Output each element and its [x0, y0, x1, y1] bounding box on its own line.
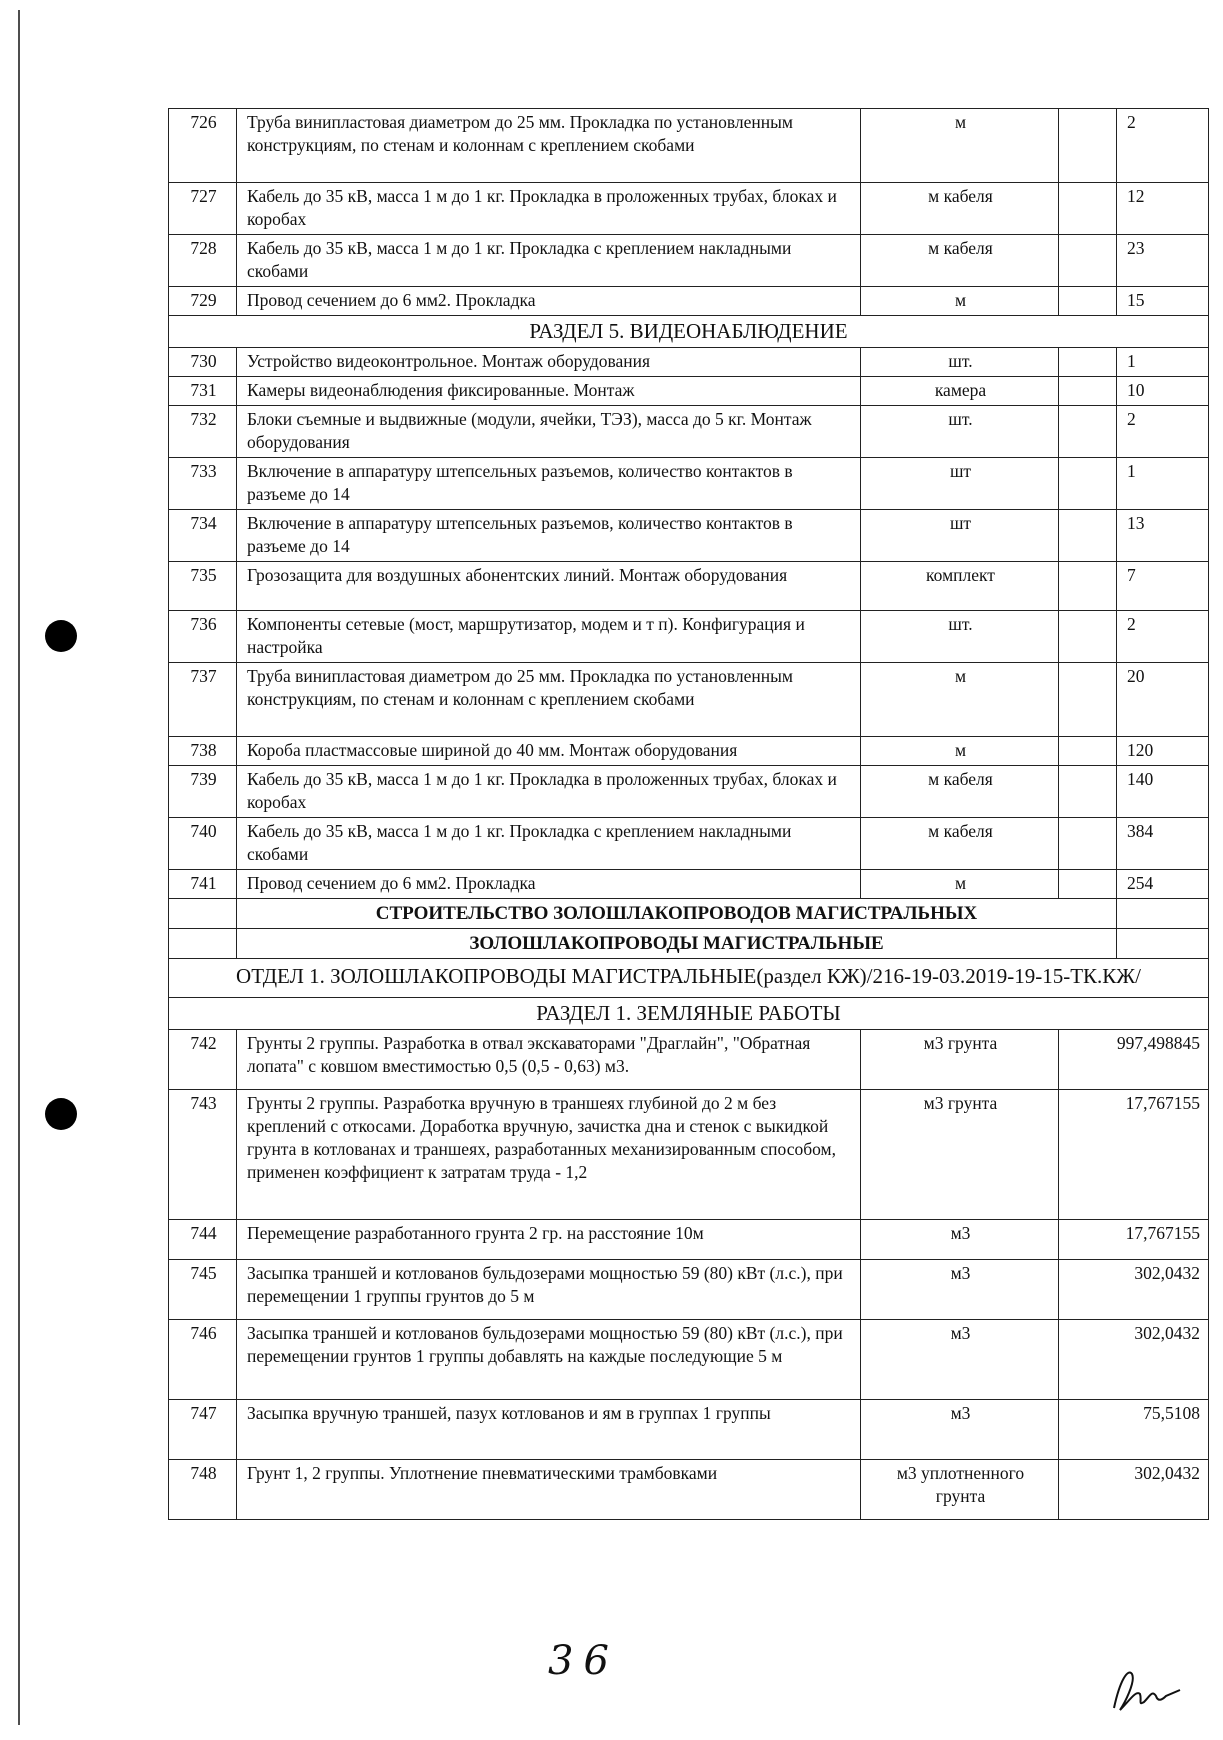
- row-number: 744: [169, 1220, 237, 1260]
- table-row: [169, 510, 1209, 562]
- row-unit: м кабеля: [861, 235, 1059, 287]
- row-unit: м3 грунта: [861, 1090, 1059, 1220]
- table-row: [169, 377, 1209, 406]
- row-spacer: [1059, 183, 1117, 235]
- row-description: Грунты 2 группы. Разработка в отвал экскаваторами "Драглайн", "Обратная лопата" с ковшом вместимостью 0,5 (0,5 - 0,63) м3.: [237, 1030, 861, 1090]
- heading-row: [169, 929, 1209, 959]
- table-row: [169, 183, 1209, 235]
- row-description: Включение в аппаратуру штепсельных разъемов, количество контактов в разъеме до 14: [237, 458, 861, 510]
- punch-hole-mark: [45, 620, 77, 652]
- row-description: Кабель до 35 кВ, масса 1 м до 1 кг. Прокладка с креплением накладными скобами: [237, 818, 861, 870]
- row-quantity: 302,0432: [1059, 1460, 1209, 1520]
- table-row: [169, 870, 1209, 899]
- row-number: 727: [169, 183, 237, 235]
- row-quantity: 15: [1117, 287, 1209, 316]
- row-unit: м: [861, 737, 1059, 766]
- row-quantity: 13: [1117, 510, 1209, 562]
- table-body-part2: [169, 348, 1209, 899]
- row-quantity: 120: [1117, 737, 1209, 766]
- row-unit: м кабеля: [861, 818, 1059, 870]
- department-title: ОТДЕЛ 1. ЗОЛОШЛАКОПРОВОДЫ МАГИСТРАЛЬНЫЕ(раздел КЖ)/216-19-03.2019-19-15-ТК.КЖ/: [169, 959, 1209, 998]
- row-number: 733: [169, 458, 237, 510]
- row-description: Кабель до 35 кВ, масса 1 м до 1 кг. Прокладка с креплением накладными скобами: [237, 235, 861, 287]
- row-spacer: [1059, 458, 1117, 510]
- row-description: Засыпка вручную траншей, пазух котлованов и ям в группах 1 группы: [237, 1400, 861, 1460]
- punch-hole-mark: [45, 1098, 77, 1130]
- row-description: Труба винипластовая диаметром до 25 мм. Прокладка по установленным конструкциям, по стенам и колоннам с креплением скобами: [237, 109, 861, 183]
- row-number: 730: [169, 348, 237, 377]
- row-unit: м: [861, 663, 1059, 737]
- row-quantity: 7: [1117, 562, 1209, 611]
- row-description: Устройство видеоконтрольное. Монтаж оборудования: [237, 348, 861, 377]
- row-quantity: 302,0432: [1059, 1320, 1209, 1400]
- table-row: [169, 235, 1209, 287]
- row-number: 741: [169, 870, 237, 899]
- row-number: 736: [169, 611, 237, 663]
- table-row: [169, 737, 1209, 766]
- row-unit: комплект: [861, 562, 1059, 611]
- row-description: Кабель до 35 кВ, масса 1 м до 1 кг. Прокладка в проложенных трубах, блоках и коробах: [237, 766, 861, 818]
- section-title: РАЗДЕЛ 5. ВИДЕОНАБЛЮДЕНИЕ: [169, 316, 1209, 348]
- table-row: [169, 1260, 1209, 1320]
- row-spacer: [1059, 562, 1117, 611]
- row-number: 740: [169, 818, 237, 870]
- row-quantity: 384: [1117, 818, 1209, 870]
- row-description: Грозозащита для воздушных абонентских линий. Монтаж оборудования: [237, 562, 861, 611]
- row-quantity: 302,0432: [1059, 1260, 1209, 1320]
- table-row: [169, 611, 1209, 663]
- row-spacer: [1059, 818, 1117, 870]
- row-spacer: [1059, 870, 1117, 899]
- row-description: Кабель до 35 кВ, масса 1 м до 1 кг. Прокладка в проложенных трубах, блоках и коробах: [237, 183, 861, 235]
- row-spacer: [1059, 737, 1117, 766]
- table-row: [169, 1090, 1209, 1220]
- row-unit: шт.: [861, 348, 1059, 377]
- row-unit: камера: [861, 377, 1059, 406]
- table-row: [169, 1220, 1209, 1260]
- heading-pipelines: ЗОЛОШЛАКОПРОВОДЫ МАГИСТРАЛЬНЫЕ: [237, 929, 1117, 959]
- row-quantity: 1: [1117, 458, 1209, 510]
- row-spacer: [1059, 766, 1117, 818]
- table-row: [169, 348, 1209, 377]
- row-quantity: 2: [1117, 406, 1209, 458]
- row-number: 729: [169, 287, 237, 316]
- section-title: РАЗДЕЛ 1. ЗЕМЛЯНЫЕ РАБОТЫ: [169, 998, 1209, 1030]
- row-unit: шт: [861, 458, 1059, 510]
- table-row: [169, 1400, 1209, 1460]
- row-number: 742: [169, 1030, 237, 1090]
- page-edge-line: [18, 10, 20, 1725]
- table-body-part1: [169, 109, 1209, 316]
- heading-construction: СТРОИТЕЛЬСТВО ЗОЛОШЛАКОПРОВОДОВ МАГИСТРАЛЬНЫХ: [237, 899, 1117, 929]
- row-description: Грунты 2 группы. Разработка вручную в траншеях глубиной до 2 м без креплений с откосами. Доработка вручную, зачистка дна и стенок с выкидкой грунта в котлованах и траншеях, разработанных механизированным способом, применен коэффициент к затратам труда - 1,2: [237, 1090, 861, 1220]
- row-quantity: 2: [1117, 611, 1209, 663]
- handwritten-signature: [1110, 1660, 1190, 1720]
- table-row: [169, 406, 1209, 458]
- table-row: [169, 1320, 1209, 1400]
- table-row: [169, 1030, 1209, 1090]
- row-description: Провод сечением до 6 мм2. Прокладка: [237, 870, 861, 899]
- heading-row: [169, 899, 1209, 929]
- section-header-row: [169, 316, 1209, 348]
- row-number: 726: [169, 109, 237, 183]
- table-row: [169, 766, 1209, 818]
- row-description: Грунт 1, 2 группы. Уплотнение пневматическими трамбовками: [237, 1460, 861, 1520]
- row-number: 746: [169, 1320, 237, 1400]
- table-row: [169, 287, 1209, 316]
- row-number: 728: [169, 235, 237, 287]
- table-body-headings: [169, 899, 1209, 1030]
- department-row: [169, 959, 1209, 998]
- row-description: Перемещение разработанного грунта 2 гр. на расстояние 10м: [237, 1220, 861, 1260]
- row-unit: шт.: [861, 611, 1059, 663]
- table-row: [169, 818, 1209, 870]
- row-number: 747: [169, 1400, 237, 1460]
- row-description: Провод сечением до 6 мм2. Прокладка: [237, 287, 861, 316]
- row-spacer: [1059, 406, 1117, 458]
- row-number: 748: [169, 1460, 237, 1520]
- table-row: [169, 109, 1209, 183]
- row-number: 745: [169, 1260, 237, 1320]
- row-unit: м3: [861, 1220, 1059, 1260]
- row-spacer: [1059, 510, 1117, 562]
- row-unit: м: [861, 109, 1059, 183]
- row-quantity: 254: [1117, 870, 1209, 899]
- table-row: [169, 458, 1209, 510]
- row-quantity: 997,498845: [1059, 1030, 1209, 1090]
- table-row: [169, 562, 1209, 611]
- row-description: Труба винипластовая диаметром до 25 мм. Прокладка по установленным конструкциям, по стенам и колоннам с креплением скобами: [237, 663, 861, 737]
- row-quantity: 10: [1117, 377, 1209, 406]
- row-description: Засыпка траншей и котлованов бульдозерами мощностью 59 (80) кВт (л.с.), при перемещении грунтов 1 группы добавлять на каждые последующие 5 м: [237, 1320, 861, 1400]
- table-body-part3: [169, 1030, 1209, 1520]
- row-spacer: [1059, 287, 1117, 316]
- table-body-section5: [169, 316, 1209, 348]
- table-row: [169, 663, 1209, 737]
- row-number: 738: [169, 737, 237, 766]
- row-description: Камеры видеонаблюдения фиксированные. Монтаж: [237, 377, 861, 406]
- row-unit: м3: [861, 1400, 1059, 1460]
- row-spacer: [1059, 663, 1117, 737]
- row-unit: шт: [861, 510, 1059, 562]
- estimate-table: [168, 108, 1209, 1520]
- row-number: 735: [169, 562, 237, 611]
- row-unit: м3 уплотненного грунта: [861, 1460, 1059, 1520]
- row-spacer: [1059, 611, 1117, 663]
- row-unit: м: [861, 287, 1059, 316]
- row-spacer: [1059, 235, 1117, 287]
- row-quantity: 75,5108: [1059, 1400, 1209, 1460]
- row-description: Блоки съемные и выдвижные (модули, ячейки, ТЭЗ), масса до 5 кг. Монтаж оборудования: [237, 406, 861, 458]
- row-unit: м3: [861, 1320, 1059, 1400]
- row-description: Короба пластмассовые шириной до 40 мм. Монтаж оборудования: [237, 737, 861, 766]
- row-description: Включение в аппаратуру штепсельных разъемов, количество контактов в разъеме до 14: [237, 510, 861, 562]
- row-quantity: 17,767155: [1059, 1090, 1209, 1220]
- row-unit: шт.: [861, 406, 1059, 458]
- row-description: Засыпка траншей и котлованов бульдозерами мощностью 59 (80) кВт (л.с.), при перемещении 1 группы грунтов до 5 м: [237, 1260, 861, 1320]
- row-number: 734: [169, 510, 237, 562]
- row-unit: м3 грунта: [861, 1030, 1059, 1090]
- section-header-row: [169, 998, 1209, 1030]
- row-description: Компоненты сетевые (мост, маршрутизатор, модем и т п). Конфигурация и настройка: [237, 611, 861, 663]
- row-quantity: 2: [1117, 109, 1209, 183]
- row-unit: м: [861, 870, 1059, 899]
- row-quantity: 20: [1117, 663, 1209, 737]
- row-quantity: 17,767155: [1059, 1220, 1209, 1260]
- row-number: 732: [169, 406, 237, 458]
- row-quantity: 12: [1117, 183, 1209, 235]
- table-row: [169, 1460, 1209, 1520]
- row-number: 739: [169, 766, 237, 818]
- row-quantity: 1: [1117, 348, 1209, 377]
- row-unit: м3: [861, 1260, 1059, 1320]
- row-unit: м кабеля: [861, 183, 1059, 235]
- row-number: 737: [169, 663, 237, 737]
- row-quantity: 23: [1117, 235, 1209, 287]
- row-spacer: [1059, 348, 1117, 377]
- row-number: 743: [169, 1090, 237, 1220]
- row-spacer: [1059, 377, 1117, 406]
- row-unit: м кабеля: [861, 766, 1059, 818]
- row-quantity: 140: [1117, 766, 1209, 818]
- row-number: 731: [169, 377, 237, 406]
- page-number: 36: [548, 1638, 619, 1684]
- row-spacer: [1059, 109, 1117, 183]
